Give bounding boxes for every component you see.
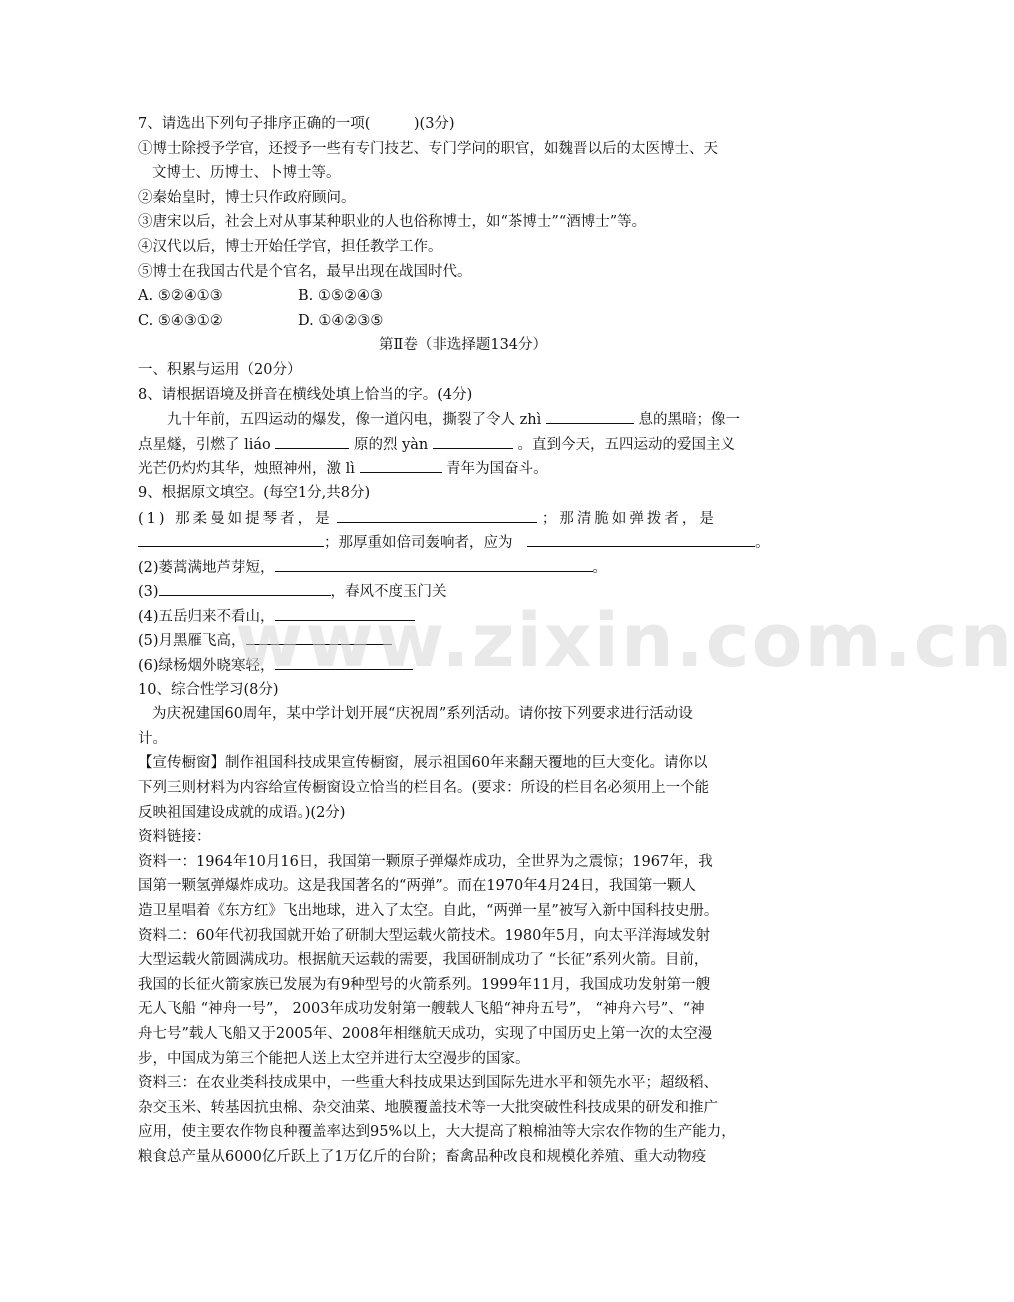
q8-line-2 bbox=[138, 432, 788, 457]
q10-material-3c: 应用，使主要农作物良种覆盖率达到95%以上，大大提高了粮棉油等大宗农作物的生产能力， bbox=[138, 1124, 736, 1141]
q7-options-ab bbox=[138, 284, 788, 309]
q9-blank-7[interactable] bbox=[246, 628, 392, 645]
q7-sentence-1a: ①博士除授予学官，还授予一些有专门技艺、专门学问的职官，如魏晋以后的太医博士、天 bbox=[138, 140, 718, 157]
q8-blank-zhi[interactable] bbox=[546, 407, 634, 424]
q10-window-3: 反映祖国建设成就的成语。)(2分) bbox=[138, 804, 346, 821]
q10-material-link: 资料链接： bbox=[138, 829, 211, 846]
q10-material-3b: 杂交玉米、转基因抗虫棉、杂交油菜、地膜覆盖技术等一大批突破性科技成果的研发和推广 bbox=[138, 1099, 718, 1116]
q9-text: (6)绿杨烟外晓寒轻， bbox=[138, 658, 275, 675]
section1-heading: 一、积累与运用（20分） bbox=[138, 361, 302, 378]
q8-blank-yan[interactable] bbox=[433, 432, 513, 449]
q10-intro-2: 计。 bbox=[138, 730, 167, 747]
q10-material-2b: 大型运载火箭圆满成功。根据航天运载的需要，我国研制成功了 “长征”系列火箭。目前， bbox=[138, 952, 709, 969]
q8-stem: 8、请根据语境及拼音在横线处填上恰当的字。(4分) bbox=[138, 386, 473, 403]
q9-text: ；那清脆如弹拨者，是 bbox=[541, 510, 717, 527]
q9-blank-1[interactable] bbox=[337, 506, 537, 523]
q10-intro-1: 为庆祝建国60周年，某中学计划开展“庆祝周”系列活动。请你按下列要求进行活动设 bbox=[152, 706, 693, 723]
q10-material-2f: 步，中国成为第三个能把人送上太空并进行太空漫步的国家。 bbox=[138, 1050, 530, 1067]
q9-item-4 bbox=[138, 604, 788, 629]
q10-material-3a: 资料三：在农业类科技成果中，一些重大科技成果达到国际先进水平和领先水平；超级稻、 bbox=[138, 1075, 718, 1092]
q10-material-2e: 舟七号”载人飞船又于2005年、2008年相继航天成功，实现了中国历史上第一次的太空漫 bbox=[138, 1025, 713, 1042]
q7-stem: 7、请选出下列句子排序正确的一项( )(3分) bbox=[138, 116, 455, 132]
q7-sentence-3: ③唐宋以后，社会上对从事某种职业的人也俗称博士，如“茶博士”“酒博士”等。 bbox=[138, 214, 647, 231]
q10-material-1c: 造卫星唱着《东方红》飞出地球，进入了太空。自此，“两弹一星”被写入新中国科技史册。 bbox=[138, 903, 719, 919]
q8-text: 光芒仍灼灼其华，烛照神州，激 lì bbox=[138, 461, 355, 478]
q9-blank-3[interactable] bbox=[527, 530, 755, 547]
q10-window-1: 【宣传橱窗】制作祖国科技成果宣传橱窗，展示祖国60年来翻天覆地的巨大变化。请你以 bbox=[138, 755, 708, 772]
q10-material-2d: 无人飞船 “神舟一号”， 2003年成功发射第一艘载人飞船“神舟五号”， “神舟六号”、“神 bbox=[138, 1001, 705, 1018]
q8-text: 青年为国奋斗。 bbox=[446, 461, 548, 478]
q7-option-d: D. ①④②③⑤ bbox=[298, 312, 384, 329]
q9-stem: 9、根据原文填空。(每空1分,共8分) bbox=[138, 484, 371, 501]
q10-material-2a: 资料二：60年代初我国就开始了研制大型运载火箭技术。1980年5月，向太平洋海域发射 bbox=[138, 927, 711, 944]
q8-line-3 bbox=[138, 456, 788, 481]
q7-options-cd bbox=[138, 309, 788, 334]
exam-page bbox=[138, 112, 788, 1170]
q10-material-1b: 国第一颗氢弹爆炸成功。这是我国著名的“两弹”。而在1970年4月24日，我国第一颗人 bbox=[138, 878, 696, 895]
q7-option-a: A. ⑤②④①③ bbox=[138, 288, 223, 305]
q9-text: ，春风不度玉门关 bbox=[330, 584, 447, 601]
q8-text: 点星燧，引燃了 liáo bbox=[138, 436, 276, 453]
q9-blank-8[interactable] bbox=[275, 653, 413, 670]
q8-text: 息的黑暗；像一 bbox=[638, 412, 740, 429]
part2-title: 第Ⅱ卷（非选择题134分） bbox=[378, 337, 548, 354]
q10-material-3d: 粮食总产量从6000亿斤跃上了1万亿斤的台阶；畜禽品种改良和规模化养殖、重大动物疫 bbox=[138, 1148, 707, 1165]
watermark: www.zixin.com.cn bbox=[235, 598, 1014, 684]
q9-item-1b bbox=[138, 530, 788, 555]
q9-item-1a bbox=[138, 506, 788, 531]
q10-material-1a: 资料一：1964年10月16日，我国第一颗原子弹爆炸成功，全世界为之震惊；1967年，我 bbox=[138, 853, 713, 870]
q9-blank-2[interactable] bbox=[138, 530, 324, 547]
q9-blank-5[interactable] bbox=[159, 579, 331, 596]
q9-blank-6[interactable] bbox=[275, 604, 415, 621]
q9-text: (5)月黑雁飞高， bbox=[138, 633, 246, 650]
q8-text: 九十年前，五四运动的爆发，像一道闪电，撕裂了令人 zhì bbox=[167, 412, 542, 429]
q7-sentence-2: ②秦始皇时，博士只作政府顾问。 bbox=[138, 189, 356, 206]
q8-blank-li[interactable] bbox=[360, 456, 442, 473]
q7-sentence-5: ⑤博士在我国古代是个官名，最早出现在战国时代。 bbox=[138, 263, 472, 280]
q10-window-2: 下列三则材料为内容给宣传橱窗设立恰当的栏目名。(要求：所设的栏目名必须用上一个能 bbox=[138, 780, 710, 797]
q10-stem: 10、综合性学习(8分) bbox=[138, 681, 279, 698]
q9-text: 。 bbox=[592, 559, 608, 576]
q8-text: 。直到今天，五四运动的爱国主义 bbox=[517, 436, 735, 453]
q9-text: (4)五岳归来不看山， bbox=[138, 608, 275, 625]
q9-text: 。 bbox=[755, 535, 770, 552]
q10-material-2c: 我国的长征火箭家族已发展为有9种型号的火箭系列。1999年11月，我国成功发射第一艘 bbox=[138, 976, 711, 993]
q8-text: 原的烈 yàn bbox=[353, 436, 433, 453]
q8-line-1 bbox=[138, 407, 788, 432]
q7-sentence-1b: 文博士、历博士、卜博士等。 bbox=[152, 165, 341, 182]
q9-text: (1) 那柔曼如提琴者，是 bbox=[138, 510, 333, 527]
q9-item-2 bbox=[138, 555, 788, 580]
q7-sentence-4: ④汉代以后，博士开始任学官，担任教学工作。 bbox=[138, 238, 443, 255]
q8-blank-liao[interactable] bbox=[275, 432, 349, 449]
q9-item-6 bbox=[138, 653, 788, 678]
q7-option-b: B. ①⑤②④③ bbox=[298, 288, 383, 305]
q9-item-5 bbox=[138, 628, 788, 653]
q9-text: ；那厚重如倍司轰响者，应为 bbox=[324, 535, 513, 552]
q9-blank-4[interactable] bbox=[275, 555, 593, 572]
q7-option-c: C. ⑤④③①② bbox=[138, 312, 223, 329]
q9-text: (2)蒌蒿满地芦芽短， bbox=[138, 559, 275, 576]
q9-item-3 bbox=[138, 579, 788, 604]
q9-text: (3) bbox=[138, 584, 159, 601]
